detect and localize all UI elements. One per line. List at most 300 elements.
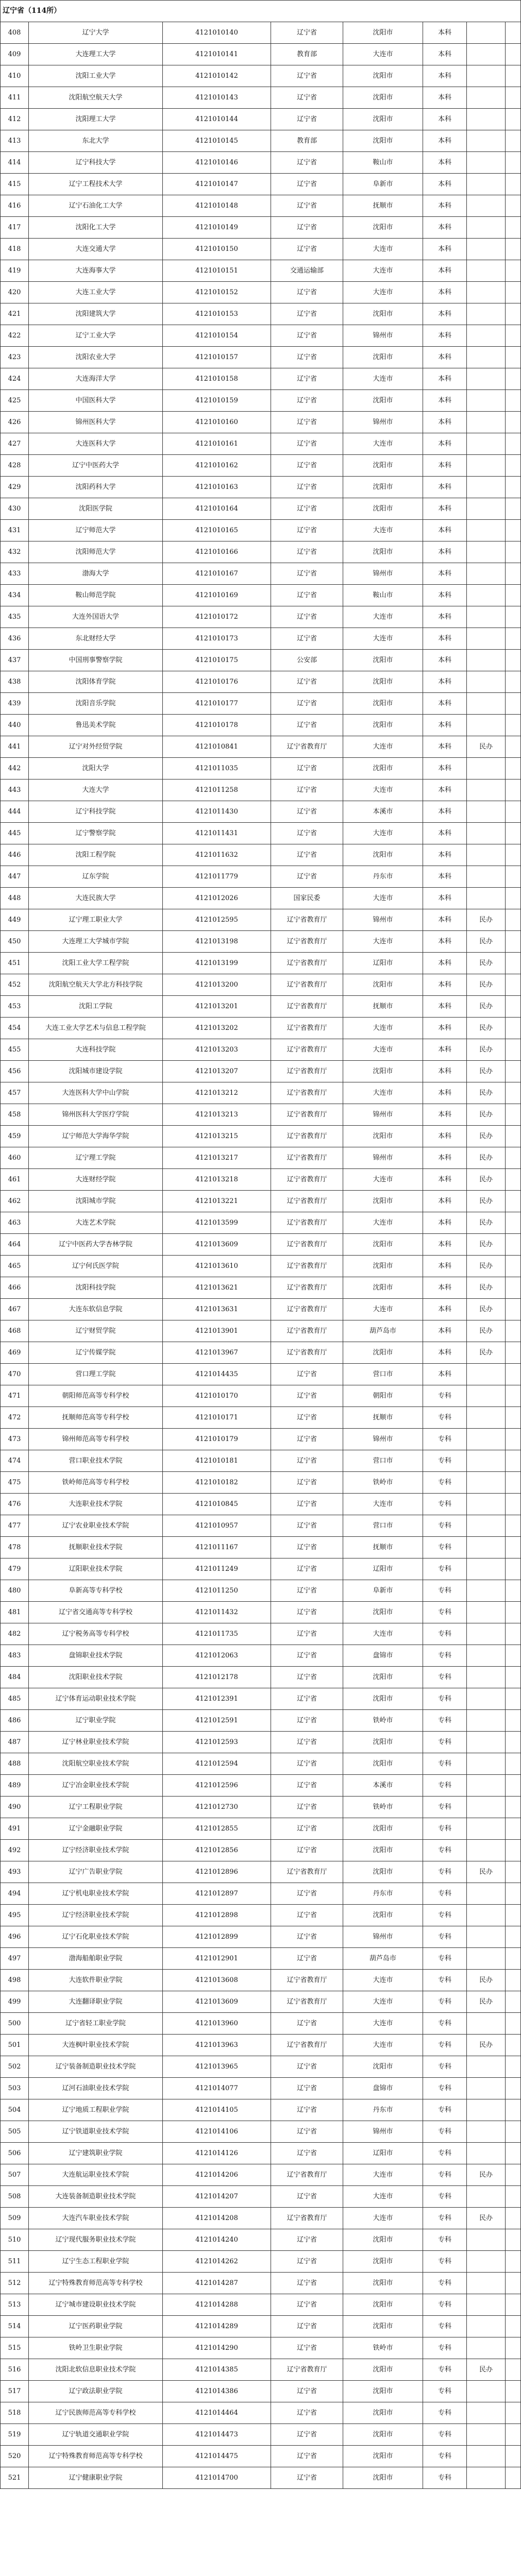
extra-cell [506,1861,521,1883]
city-cell: 沈阳市 [343,1602,423,1623]
level-cell: 专科 [423,2381,467,2402]
authority-cell: 辽宁省 [271,1580,343,1602]
city-cell: 沈阳市 [343,2056,423,2078]
extra-cell [506,2337,521,2359]
note-cell [467,87,506,109]
authority-cell: 辽宁省教育厅 [271,1147,343,1169]
authority-cell: 辽宁省 [271,2273,343,2294]
note-cell [467,1407,506,1429]
level-cell: 本科 [423,650,467,671]
level-cell: 本科 [423,174,467,195]
city-cell: 大连市 [343,260,423,282]
row-number-cell: 517 [1,2381,29,2402]
city-cell: 大连市 [343,44,423,65]
city-cell: 大连市 [343,2186,423,2208]
note-cell [467,65,506,87]
row-number-cell: 503 [1,2078,29,2099]
school-code-cell: 4121013901 [163,1320,271,1342]
level-cell: 本科 [423,801,467,823]
note-cell: 民办 [467,1039,506,1061]
school-code-cell: 4121013608 [163,1970,271,1991]
note-cell [467,1926,506,1948]
extra-cell [506,87,521,109]
extra-cell [506,1818,521,1840]
level-cell: 专科 [423,1407,467,1429]
extra-cell [506,953,521,974]
level-cell: 本科 [423,931,467,953]
city-cell: 大连市 [343,2164,423,2186]
school-code-cell: 4121014240 [163,2229,271,2251]
level-cell: 本科 [423,823,467,844]
school-code-cell: 4121012898 [163,1905,271,1926]
school-name-cell: 营口理工学院 [29,1364,163,1385]
city-cell: 锦州市 [343,1429,423,1450]
school-code-cell: 4121013610 [163,1256,271,1277]
table-row [1,1537,521,1558]
school-code-cell: 4121013967 [163,1342,271,1364]
note-cell [467,1429,506,1450]
table-row [1,1926,521,1948]
school-name-cell: 铁岭师范高等专科学校 [29,1472,163,1494]
row-number-cell: 448 [1,888,29,909]
school-name-cell: 鞍山师范学院 [29,585,163,606]
level-cell: 本科 [423,1212,467,1234]
row-number-cell: 472 [1,1407,29,1429]
level-cell: 专科 [423,1991,467,2013]
school-name-cell: 辽宁省交通高等专科学校 [29,1602,163,1623]
city-cell: 盘锦市 [343,1645,423,1667]
city-cell: 阜新市 [343,174,423,195]
authority-cell: 辽宁省 [271,1688,343,1710]
school-name-cell: 大连艺术学院 [29,1212,163,1234]
school-code-cell: 4121012063 [163,1645,271,1667]
school-code-cell: 4121012595 [163,909,271,931]
authority-cell: 辽宁省 [271,347,343,368]
school-name-cell: 沈阳建筑大学 [29,303,163,325]
school-code-cell: 4121014385 [163,2359,271,2381]
school-code-cell: 4121014105 [163,2099,271,2121]
school-code-cell: 4121011430 [163,801,271,823]
row-number-cell: 462 [1,1191,29,1212]
row-number-cell: 521 [1,2467,29,2489]
note-cell [467,671,506,693]
extra-cell [506,1991,521,2013]
table-row [1,2294,521,2316]
city-cell: 铁岭市 [343,1710,423,1732]
table-row [1,477,521,498]
note-cell: 民办 [467,996,506,1018]
extra-cell [506,541,521,563]
level-cell: 专科 [423,1970,467,1991]
city-cell: 沈阳市 [343,1342,423,1364]
city-cell: 大连市 [343,931,423,953]
city-cell: 沈阳市 [343,1818,423,1840]
level-cell: 专科 [423,2294,467,2316]
city-cell: 本溪市 [343,1775,423,1797]
school-name-cell: 锦州医科大学医疗学院 [29,1104,163,1126]
school-name-cell: 辽宁科技学院 [29,801,163,823]
table-row [1,1429,521,1450]
city-cell: 大连市 [343,433,423,455]
city-cell: 铁岭市 [343,1472,423,1494]
extra-cell [506,2035,521,2056]
city-cell: 沈阳市 [343,1191,423,1212]
level-cell: 本科 [423,628,467,650]
level-cell: 本科 [423,1039,467,1061]
school-code-cell: 4121010142 [163,65,271,87]
school-name-cell: 中国医科大学 [29,390,163,412]
school-name-cell: 大连财经学院 [29,1169,163,1191]
extra-cell [506,44,521,65]
table-row [1,1818,521,1840]
note-cell: 民办 [467,1061,506,1082]
table-row [1,2186,521,2208]
school-code-cell: 4121013207 [163,1061,271,1082]
note-cell: 民办 [467,1147,506,1169]
row-number-cell: 411 [1,87,29,109]
school-name-cell: 辽宁装备制造职业技术学院 [29,2056,163,2078]
note-cell: 民办 [467,1970,506,1991]
city-cell: 铁岭市 [343,1797,423,1818]
school-code-cell: 4121011779 [163,866,271,888]
school-code-cell: 4121013963 [163,2035,271,2056]
school-name-cell: 辽宁职业学院 [29,1710,163,1732]
city-cell: 大连市 [343,606,423,628]
city-cell: 沈阳市 [343,2446,423,2467]
school-code-cell: 4121013599 [163,1212,271,1234]
school-code-cell: 4121012593 [163,1732,271,1753]
province-caption: 辽宁省（114所） [1,1,521,22]
table-row [1,1710,521,1732]
table-row [1,1883,521,1905]
level-cell: 本科 [423,152,467,174]
extra-cell [506,1688,521,1710]
level-cell: 本科 [423,1320,467,1342]
row-number-cell: 444 [1,801,29,823]
school-name-cell: 辽宁科技大学 [29,152,163,174]
school-name-cell: 辽宁石化职业技术学院 [29,1926,163,1948]
note-cell: 民办 [467,1191,506,1212]
extra-cell [506,931,521,953]
school-name-cell: 辽宁机电职业技术学院 [29,1883,163,1905]
authority-cell: 辽宁省 [271,1450,343,1472]
school-name-cell: 沈阳航空职业技术学院 [29,1753,163,1775]
extra-cell [506,2316,521,2337]
table-row [1,2424,521,2446]
city-cell: 营口市 [343,1515,423,1537]
note-cell [467,585,506,606]
city-cell: 沈阳市 [343,2381,423,2402]
table-row [1,1797,521,1818]
school-code-cell: 4121010152 [163,282,271,303]
row-number-cell: 408 [1,22,29,44]
school-code-cell: 4121013201 [163,996,271,1018]
level-cell: 本科 [423,22,467,44]
school-name-cell: 辽宁金融职业学院 [29,1818,163,1840]
extra-cell [506,671,521,693]
note-cell [467,628,506,650]
note-cell [467,2381,506,2402]
school-code-cell: 4121013203 [163,1039,271,1061]
extra-cell [506,1710,521,1732]
city-cell: 沈阳市 [343,87,423,109]
note-cell [467,1580,506,1602]
city-cell: 沈阳市 [343,1126,423,1147]
note-cell: 民办 [467,931,506,953]
extra-cell [506,2143,521,2164]
extra-cell [506,2121,521,2143]
note-cell [467,412,506,433]
authority-cell: 辽宁省教育厅 [271,2164,343,2186]
extra-cell [506,1169,521,1191]
extra-cell [506,909,521,931]
authority-cell: 辽宁省 [271,239,343,260]
school-name-cell: 辽宁理工学院 [29,1147,163,1169]
note-cell [467,1472,506,1494]
level-cell: 本科 [423,974,467,996]
extra-cell [506,1299,521,1320]
authority-cell: 辽宁省教育厅 [271,2359,343,2381]
note-cell [467,2294,506,2316]
school-code-cell: 4121010167 [163,563,271,585]
school-code-cell: 4121010175 [163,650,271,671]
table-row [1,1277,521,1299]
table-row [1,455,521,477]
row-number-cell: 496 [1,1926,29,1948]
table-row [1,2229,521,2251]
table-row [1,1753,521,1775]
city-cell: 辽阳市 [343,953,423,974]
note-cell: 民办 [467,974,506,996]
school-code-cell: 4121014287 [163,2273,271,2294]
table-row [1,130,521,152]
row-number-cell: 468 [1,1320,29,1342]
level-cell: 本科 [423,888,467,909]
city-cell: 沈阳市 [343,1277,423,1299]
school-name-cell: 大连民族大学 [29,888,163,909]
authority-cell: 辽宁省 [271,866,343,888]
authority-cell: 辽宁省 [271,368,343,390]
note-cell [467,2446,506,2467]
school-code-cell: 4121014289 [163,2316,271,2337]
city-cell: 大连市 [343,736,423,758]
level-cell: 专科 [423,1537,467,1558]
row-number-cell: 470 [1,1364,29,1385]
school-name-cell: 沈阳化工大学 [29,217,163,239]
school-name-cell: 大连工业大学 [29,282,163,303]
level-cell: 专科 [423,1797,467,1818]
authority-cell: 辽宁省教育厅 [271,1191,343,1212]
school-name-cell: 大连枫叶职业技术学院 [29,2035,163,2056]
school-name-cell: 辽宁现代服务职业技术学院 [29,2229,163,2251]
row-number-cell: 464 [1,1234,29,1256]
authority-cell: 辽宁省 [271,844,343,866]
authority-cell: 辽宁省 [271,2424,343,2446]
table-row [1,1991,521,2013]
extra-cell [506,1385,521,1407]
authority-cell: 辽宁省教育厅 [271,1061,343,1082]
school-name-cell: 大连翻译职业学院 [29,1991,163,2013]
note-cell [467,325,506,347]
level-cell: 本科 [423,520,467,541]
table-row [1,1840,521,1861]
authority-cell: 辽宁省 [271,1926,343,1948]
level-cell: 本科 [423,239,467,260]
level-cell: 专科 [423,1558,467,1580]
school-code-cell: 4121010173 [163,628,271,650]
note-cell [467,2099,506,2121]
note-cell: 民办 [467,1299,506,1320]
note-cell: 民办 [467,1342,506,1364]
school-code-cell: 4121011250 [163,1580,271,1602]
city-cell: 丹东市 [343,2099,423,2121]
school-name-cell: 辽宁政法职业学院 [29,2381,163,2402]
row-number-cell: 425 [1,390,29,412]
school-code-cell: 4121011735 [163,1623,271,1645]
row-number-cell: 440 [1,715,29,736]
row-number-cell: 491 [1,1818,29,1840]
extra-cell [506,1494,521,1515]
level-cell: 本科 [423,1234,467,1256]
city-cell: 大连市 [343,2013,423,2035]
city-cell: 沈阳市 [343,22,423,44]
city-cell: 葫芦岛市 [343,1320,423,1342]
city-cell: 葫芦岛市 [343,1948,423,1970]
city-cell: 大连市 [343,239,423,260]
authority-cell: 辽宁省 [271,2381,343,2402]
authority-cell: 公安部 [271,650,343,671]
note-cell [467,1688,506,1710]
school-code-cell: 4121014262 [163,2251,271,2273]
city-cell: 沈阳市 [343,2229,423,2251]
school-name-cell: 辽宁师范大学海华学院 [29,1126,163,1147]
city-cell: 沈阳市 [343,130,423,152]
level-cell: 本科 [423,606,467,628]
authority-cell: 辽宁省教育厅 [271,1082,343,1104]
authority-cell: 辽宁省 [271,2446,343,2467]
school-code-cell: 4121011249 [163,1558,271,1580]
school-name-cell: 沈阳药科大学 [29,477,163,498]
school-code-cell: 4121013212 [163,1082,271,1104]
level-cell: 专科 [423,2337,467,2359]
table-row [1,1688,521,1710]
extra-cell [506,2013,521,2035]
authority-cell: 辽宁省 [271,693,343,715]
note-cell [467,1840,506,1861]
row-number-cell: 446 [1,844,29,866]
table-row [1,866,521,888]
level-cell: 专科 [423,1602,467,1623]
school-name-cell: 辽宁师范大学 [29,520,163,541]
row-number-cell: 410 [1,65,29,87]
table-row [1,1018,521,1039]
school-name-cell: 大连理工大学城市学院 [29,931,163,953]
extra-cell [506,1212,521,1234]
note-cell: 民办 [467,1277,506,1299]
row-number-cell: 498 [1,1970,29,1991]
school-name-cell: 沈阳农业大学 [29,347,163,368]
extra-cell [506,1926,521,1948]
city-cell: 大连市 [343,1494,423,1515]
table-row [1,2316,521,2337]
extra-cell [506,1407,521,1429]
level-cell: 本科 [423,44,467,65]
row-number-cell: 461 [1,1169,29,1191]
school-code-cell: 4121013221 [163,1191,271,1212]
extra-cell [506,433,521,455]
note-cell [467,693,506,715]
school-name-cell: 沈阳职业技术学院 [29,1667,163,1688]
authority-cell: 教育部 [271,44,343,65]
level-cell: 本科 [423,541,467,563]
city-cell: 锦州市 [343,325,423,347]
city-cell: 沈阳市 [343,2402,423,2424]
table-row [1,801,521,823]
row-number-cell: 520 [1,2446,29,2467]
city-cell: 沈阳市 [343,455,423,477]
row-number-cell: 435 [1,606,29,628]
city-cell: 抚顺市 [343,195,423,217]
note-cell [467,390,506,412]
school-code-cell: 4121014473 [163,2424,271,2446]
authority-cell: 辽宁省 [271,455,343,477]
city-cell: 沈阳市 [343,390,423,412]
level-cell: 专科 [423,1385,467,1407]
city-cell: 沈阳市 [343,1234,423,1256]
city-cell: 本溪市 [343,801,423,823]
authority-cell: 辽宁省 [271,779,343,801]
city-cell: 沈阳市 [343,2424,423,2446]
table-row [1,1472,521,1494]
level-cell: 专科 [423,1623,467,1645]
authority-cell: 辽宁省 [271,1515,343,1537]
school-code-cell: 4121013609 [163,1991,271,2013]
authority-cell: 辽宁省 [271,1602,343,1623]
note-cell [467,174,506,195]
row-number-cell: 469 [1,1342,29,1364]
note-cell [467,1558,506,1580]
row-number-cell: 486 [1,1710,29,1732]
school-name-cell: 辽宁广告职业学院 [29,1861,163,1883]
table-row [1,1645,521,1667]
school-name-cell: 辽河石油职业技术学院 [29,2078,163,2099]
table-row [1,433,521,455]
school-name-cell: 朝阳师范高等专科学校 [29,1385,163,1407]
table-row [1,2013,521,2035]
extra-cell [506,1147,521,1169]
school-name-cell: 沈阳城市建设学院 [29,1061,163,1082]
row-number-cell: 497 [1,1948,29,1970]
table-body [1,1,521,2489]
table-row [1,44,521,65]
level-cell: 本科 [423,368,467,390]
note-cell [467,1775,506,1797]
table-row [1,109,521,130]
level-cell: 本科 [423,195,467,217]
row-number-cell: 508 [1,2186,29,2208]
extra-cell [506,2359,521,2381]
table-row [1,563,521,585]
table-row [1,195,521,217]
note-cell [467,1515,506,1537]
row-number-cell: 484 [1,1667,29,1688]
school-code-cell: 4121013198 [163,931,271,953]
extra-cell [506,693,521,715]
table-row [1,1061,521,1082]
note-cell [467,2273,506,2294]
extra-cell [506,1429,521,1450]
authority-cell: 辽宁省教育厅 [271,909,343,931]
